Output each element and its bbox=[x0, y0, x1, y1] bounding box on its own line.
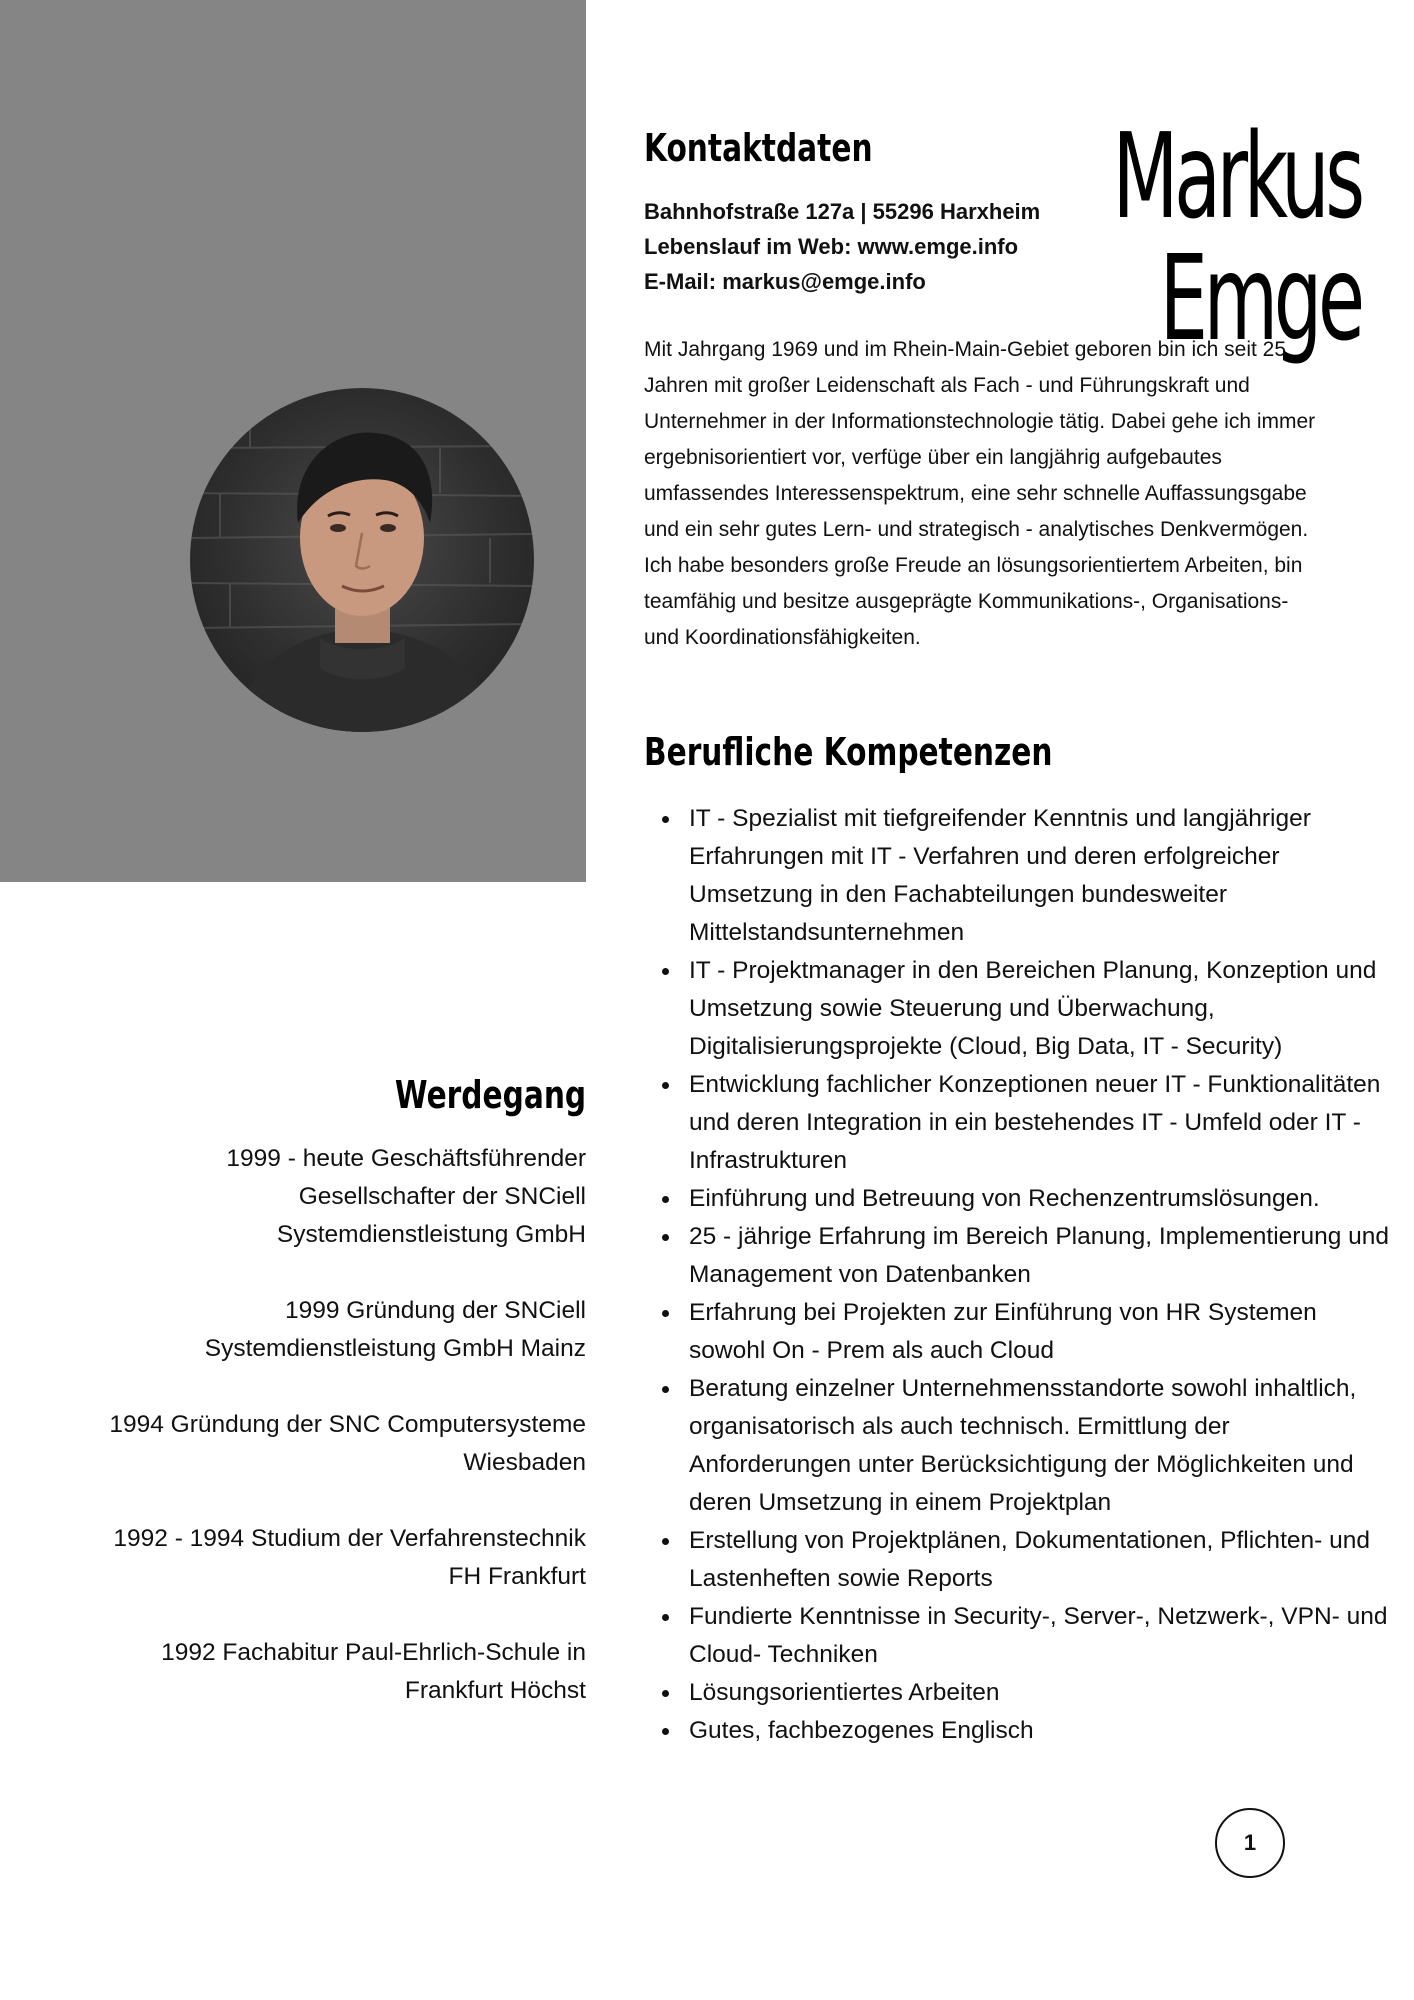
competencies-heading: Berufliche Kompetenzen bbox=[644, 730, 1053, 774]
contact-details bbox=[644, 194, 1040, 299]
list-item: Einführung und Betreuung von Rechenzentrumslösungen. bbox=[689, 1180, 1389, 1218]
address: Bahnhofstraße 127a | 55296 Harxheim bbox=[644, 199, 1041, 224]
list-item: Erstellung von Projektplänen, Dokumentationen, Pflichten- und Lastenheften sowie Reports bbox=[689, 1522, 1389, 1598]
career-entry: 1994 Gründung der SNC Computersysteme Wiesbaden bbox=[109, 1411, 586, 1476]
list-item: Erfahrung bei Projekten zur Einführung von HR Systemen sowohl On - Prem als auch Cloud bbox=[689, 1294, 1389, 1370]
person-name bbox=[1112, 107, 1361, 367]
career-entry: 1999 Gründung der SNCiell Systemdienstleistung GmbH Mainz bbox=[204, 1297, 586, 1362]
competencies-list bbox=[644, 800, 1389, 1750]
list-item: Fundierte Kenntnisse in Security-, Server-, Netzwerk-, VPN- und Cloud- Techniken bbox=[689, 1598, 1389, 1674]
bio-text bbox=[644, 332, 1324, 656]
web-link[interactable]: Lebenslauf im Web: www.emge.info bbox=[644, 234, 1019, 259]
list-item: Gutes, fachbezogenes Englisch bbox=[689, 1712, 1389, 1750]
career-heading: Werdegang bbox=[394, 1073, 586, 1117]
first-name: Markus bbox=[1112, 107, 1361, 245]
career-entry: 1992 Fachabitur Paul-Ehrlich-Schule in Frankfurt Höchst bbox=[161, 1639, 586, 1704]
list-item: IT - Projektmanager in den Bereichen Planung, Konzeption und Umsetzung sowie Steuerung und Überwachung, Digitalisierungsprojekte (Cloud, Big Data, IT - Security) bbox=[689, 952, 1389, 1066]
bio-paragraph: Ich habe besonders große Freude an lösungsorientiertem Arbeiten, bin teamfähig und besitze ausgeprägte Kommunikations-, Organisations- und Koordinationsfähigkeiten. bbox=[644, 554, 1303, 649]
list-item: Beratung einzelner Unternehmensstandorte sowohl inhaltlich, organisatorisch als auch technisch. Ermittlung der Anforderungen unter Berücksichtigung der Möglichkeiten und deren Umsetzung in einem Projektplan bbox=[689, 1370, 1389, 1522]
list-item: IT - Spezialist mit tiefgreifender Kenntnis und langjähriger Erfahrungen mit IT - Verfahren und deren erfolgreicher Umsetzung in den Fachabteilungen bundesweiter Mittelstandsunternehmen bbox=[689, 800, 1389, 952]
page-number: 1 bbox=[1215, 1808, 1285, 1878]
list-item: 25 - jährige Erfahrung im Bereich Planung, Implementierung und Management von Datenbanken bbox=[689, 1218, 1389, 1294]
career-entry: 1999 - heute Geschäftsführender Gesellschafter der SNCiell Systemdienstleistung GmbH bbox=[226, 1145, 586, 1248]
profile-photo bbox=[190, 388, 534, 732]
contact-heading: Kontaktdaten bbox=[644, 126, 873, 170]
career-entry: 1992 - 1994 Studium der Verfahrenstechnik FH Frankfurt bbox=[113, 1525, 586, 1590]
list-item: Entwicklung fachlicher Konzeptionen neuer IT - Funktionalitäten und deren Integration in ein bestehendes IT - Umfeld oder IT - Infrastrukturen bbox=[689, 1066, 1389, 1180]
list-item: Lösungsorientiertes Arbeiten bbox=[689, 1674, 1389, 1712]
career-list bbox=[106, 1140, 586, 1748]
last-name: Emge bbox=[1159, 229, 1361, 367]
bio-paragraph: Mit Jahrgang 1969 und im Rhein-Main-Gebiet geboren bin ich seit 25 Jahren mit großer Leidenschaft als Fach - und Führungskraft und Unternehmer in der Informationstechnologie tätig. Dabei gehe ich immer ergebnisorientiert vor, verfüge über ein langjährig aufgebautes umfassendes Interessenspektrum, eine sehr schnelle Auffassungsgabe und ein sehr gutes Lern- und strategisch - analytisches Denkvermögen. bbox=[644, 338, 1316, 541]
email-link[interactable]: E-Mail: markus@emge.info bbox=[644, 269, 926, 294]
